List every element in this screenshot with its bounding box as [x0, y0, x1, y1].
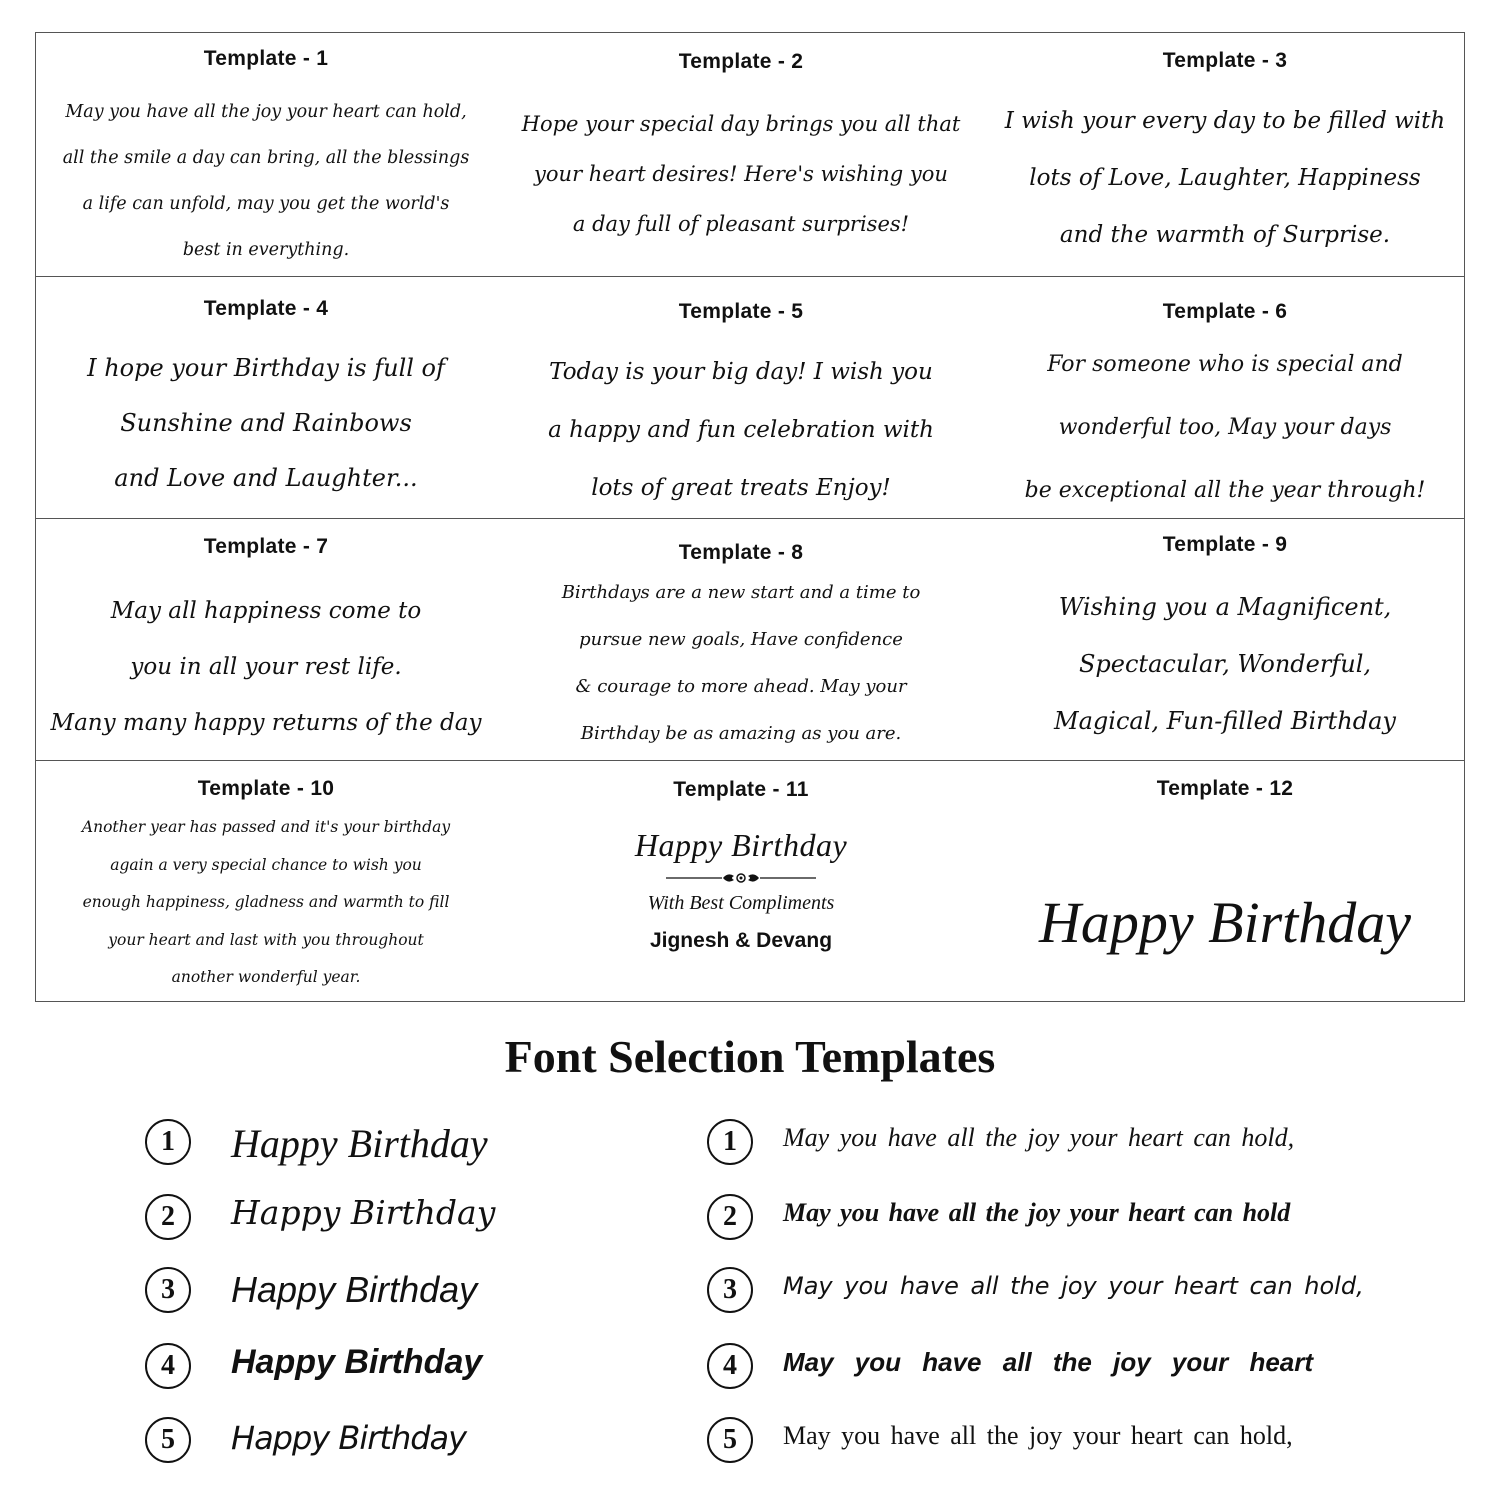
- font-sample: May you have all the joy your heart can hold,: [783, 1123, 1295, 1152]
- template-message: [996, 579, 1454, 750]
- message-line: For someone who is special and: [1047, 352, 1403, 377]
- template-title: Template - 2: [678, 50, 804, 73]
- option-number: 5: [145, 1417, 191, 1463]
- template-title: Template - 1: [203, 47, 329, 70]
- message-line: lots of Love, Laughter, Happiness: [1029, 165, 1421, 191]
- font-sample: Happy Birthday: [231, 1419, 467, 1457]
- template-title: Template - 11: [673, 778, 809, 801]
- option-number: 2: [707, 1194, 753, 1240]
- font-list-headings: [145, 1115, 565, 1485]
- template-message: [516, 827, 966, 953]
- option-number: 1: [145, 1119, 191, 1165]
- ornament-divider-icon: [666, 870, 816, 886]
- template-title: Template - 9: [1162, 533, 1288, 556]
- message-line: a happy and fun celebration with: [548, 417, 934, 443]
- template-card-1[interactable]: [36, 33, 496, 276]
- option-number: 3: [707, 1267, 753, 1313]
- template-message: [46, 89, 486, 273]
- message-line: again a very special chance to wish you: [110, 855, 422, 874]
- template-card-3[interactable]: [986, 33, 1464, 276]
- template-card-4[interactable]: [36, 277, 496, 518]
- message-line: your heart and last with you throughout: [108, 930, 424, 949]
- sender-names: Jignesh & Devang: [649, 929, 833, 952]
- message-line: a life can unfold, may you get the world's: [82, 194, 450, 214]
- template-card-10[interactable]: [36, 761, 496, 1000]
- greeting-heading: Happy Birthday: [1038, 890, 1412, 955]
- template-grid: [35, 32, 1465, 1002]
- template-row-4: [36, 760, 1464, 1000]
- message-line: Sunshine and Rainbows: [120, 409, 412, 437]
- font-sample: May you have all the joy your heart can hold: [783, 1198, 1291, 1227]
- font-sample: May you have all the joy your heart can hold,: [783, 1421, 1293, 1450]
- template-card-8[interactable]: [506, 519, 976, 760]
- message-line: and Love and Laughter...: [114, 464, 418, 492]
- message-line: you in all your rest life.: [130, 654, 402, 680]
- message-line: pursue new goals, Have confidence: [579, 629, 903, 650]
- message-line: May all happiness come to: [110, 598, 422, 624]
- option-number: 5: [707, 1417, 753, 1463]
- message-line: Magical, Fun-filled Birthday: [1054, 707, 1396, 735]
- greeting-heading: Happy Birthday: [634, 827, 848, 863]
- template-title: Template - 8: [678, 541, 804, 564]
- message-line: Hope your special day brings you all that: [521, 112, 961, 136]
- message-line: Wishing you a Magnificent,: [1058, 593, 1392, 621]
- template-title: Template - 4: [203, 297, 329, 320]
- template-title: Template - 3: [1162, 49, 1288, 72]
- template-title: Template - 10: [197, 777, 335, 800]
- font-option-5[interactable]: [145, 1417, 565, 1477]
- template-card-6[interactable]: [986, 277, 1464, 518]
- option-number: 1: [707, 1119, 753, 1165]
- template-message: [46, 583, 486, 751]
- section-heading: Font Selection Templates: [504, 1031, 996, 1082]
- font-option-5[interactable]: [707, 1417, 1387, 1477]
- template-card-2[interactable]: [506, 33, 976, 276]
- font-option-1[interactable]: [145, 1119, 565, 1179]
- font-option-3[interactable]: [707, 1267, 1387, 1327]
- message-line: Today is your big day! I wish you: [549, 359, 933, 385]
- template-card-7[interactable]: [36, 519, 496, 760]
- template-row-1: [36, 33, 1464, 276]
- template-card-9[interactable]: [986, 519, 1464, 760]
- font-sample: Happy Birthday: [231, 1193, 496, 1232]
- template-message: [46, 809, 486, 997]
- template-message: [996, 889, 1454, 956]
- message-line: a day full of pleasant surprises!: [572, 212, 910, 236]
- option-number: 4: [707, 1343, 753, 1389]
- font-option-1[interactable]: [707, 1119, 1387, 1179]
- template-title: Template - 5: [678, 300, 804, 323]
- font-option-3[interactable]: [145, 1267, 565, 1327]
- font-sample: May you have all the joy your heart can hold,: [783, 1272, 1364, 1300]
- message-line: your heart desires! Here's wishing you: [534, 162, 948, 186]
- message-line: Another year has passed and it's your birthday: [81, 818, 451, 836]
- template-card-11[interactable]: [506, 761, 976, 1000]
- template-row-3: [36, 518, 1464, 760]
- font-sample: May you have all the joy your heart: [783, 1347, 1314, 1377]
- message-line: Birthdays are a new start and a time to: [561, 582, 921, 603]
- font-sample: Happy Birthday: [231, 1269, 478, 1310]
- option-number: 4: [145, 1343, 191, 1389]
- font-list-messages: [707, 1115, 1387, 1485]
- font-option-2[interactable]: [145, 1194, 565, 1254]
- template-message: [996, 93, 1454, 264]
- message-line: another wonderful year.: [171, 968, 361, 986]
- message-line: May you have all the joy your heart can hold,: [65, 102, 467, 122]
- font-option-4[interactable]: [707, 1343, 1387, 1403]
- message-line: best in everything.: [182, 240, 350, 260]
- message-line: be exceptional all the year through!: [1024, 478, 1426, 503]
- message-line: and the warmth of Surprise.: [1059, 222, 1391, 248]
- option-number: 2: [145, 1194, 191, 1240]
- message-line: all the smile a day can bring, all the blessings: [62, 148, 470, 168]
- message-line: Spectacular, Wonderful,: [1078, 650, 1371, 678]
- font-sample: Happy Birthday: [231, 1121, 488, 1166]
- message-line: I wish your every day to be filled with: [1004, 108, 1446, 134]
- template-title: Template - 7: [203, 535, 329, 558]
- template-message: [516, 569, 966, 757]
- template-message: [46, 341, 486, 506]
- font-option-2[interactable]: [707, 1194, 1387, 1254]
- message-line: & courage to more ahead. May your: [575, 676, 907, 697]
- message-line: lots of great treats Enjoy!: [591, 475, 891, 501]
- template-message: [516, 343, 966, 517]
- message-line: enough happiness, gladness and warmth to fill: [82, 893, 450, 911]
- message-line: Birthday be as amazing as you are.: [580, 723, 902, 744]
- template-message: [996, 333, 1454, 522]
- template-card-12[interactable]: [986, 761, 1464, 1000]
- message-line: I hope your Birthday is full of: [87, 354, 445, 382]
- template-title: Template - 12: [1156, 777, 1294, 800]
- font-option-4[interactable]: [145, 1343, 565, 1403]
- option-number: 3: [145, 1267, 191, 1313]
- template-message: [516, 99, 966, 249]
- template-row-2: [36, 276, 1464, 518]
- font-sample: Happy Birthday: [231, 1343, 483, 1381]
- compliments-line: With Best Compliments: [647, 892, 835, 914]
- template-card-5[interactable]: [506, 277, 976, 518]
- template-title: Template - 6: [1162, 300, 1288, 323]
- message-line: wonderful too, May your days: [1058, 415, 1392, 440]
- message-line: Many many happy returns of the day: [50, 710, 482, 736]
